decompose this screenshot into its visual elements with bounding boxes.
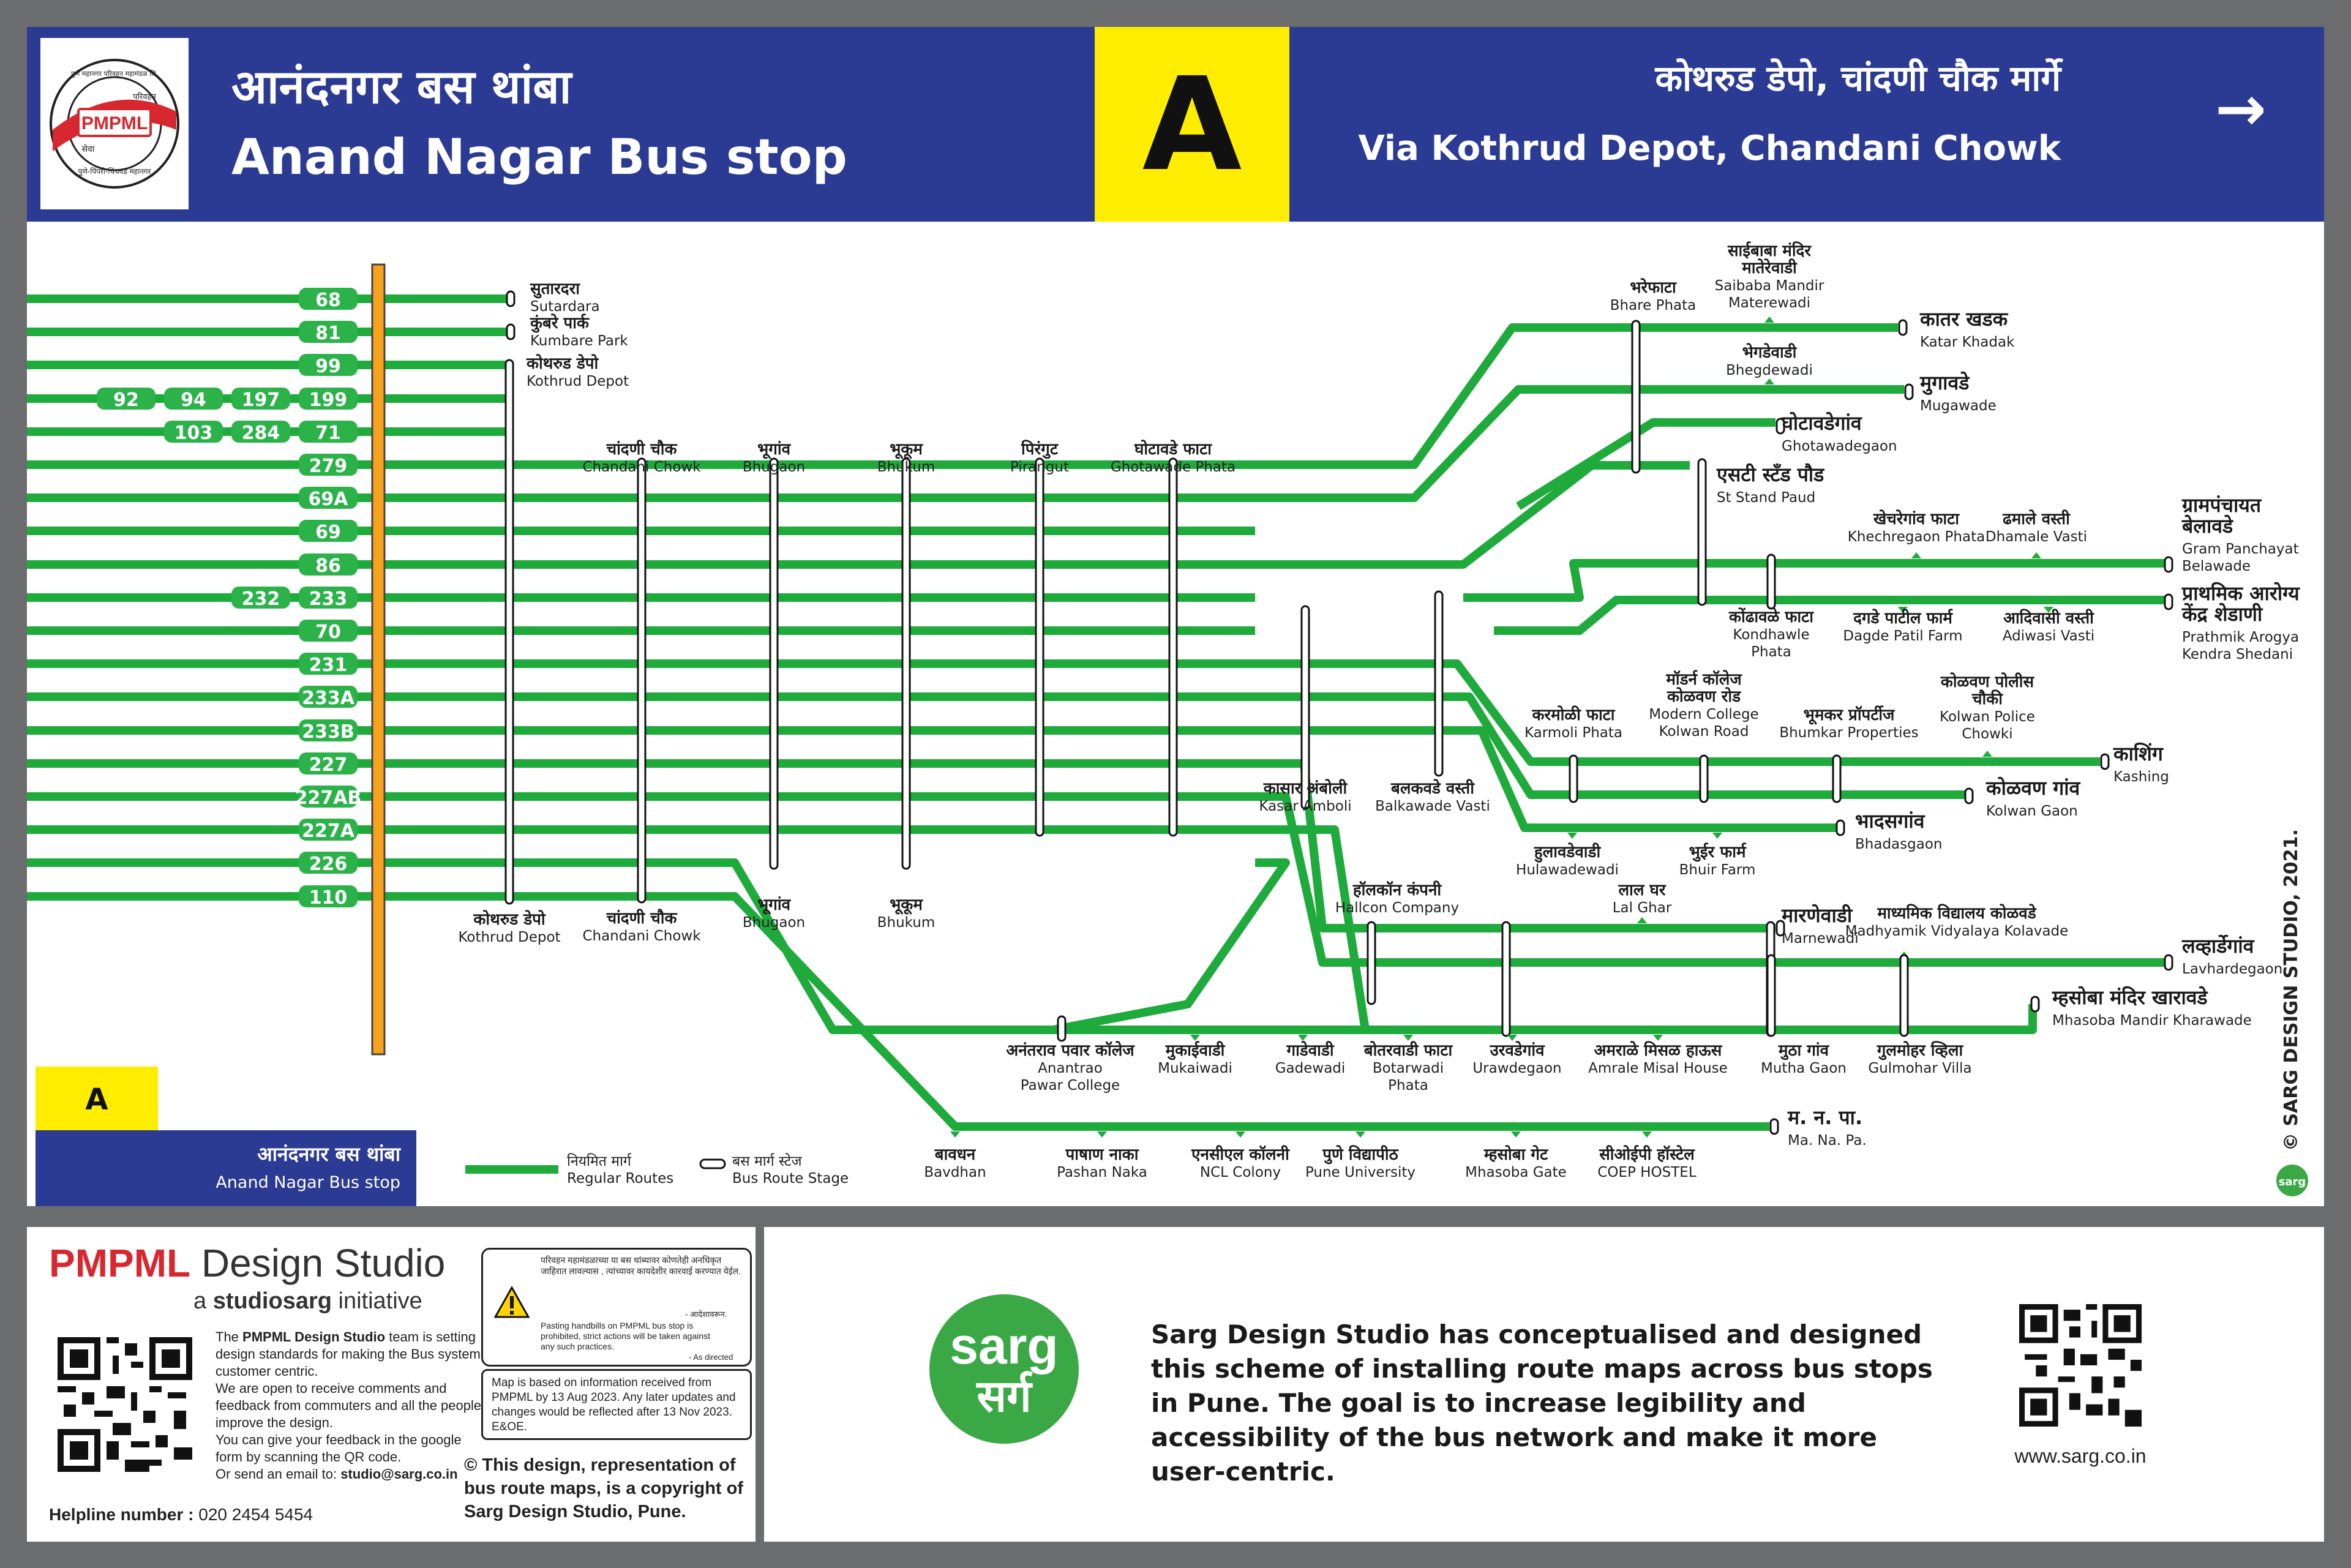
- route-number: 227AB: [294, 787, 362, 809]
- stop-label-ncl-en: NCL Colony: [1199, 1165, 1281, 1180]
- stop-label-ghotawadegaon: घोटावडेगांव: [1782, 411, 1862, 435]
- route-tag-69A[interactable]: [299, 487, 358, 510]
- balkawade-bar: [1435, 591, 1442, 776]
- stop-label-bhugaon: भूगांव: [757, 440, 791, 459]
- stop-label-bhukum-en: Bhukum: [877, 459, 936, 475]
- stop-label-mhasoba-mandir: म्हसोबा मंदिर खारावडे: [2052, 986, 2208, 1009]
- route-tag-197[interactable]: [231, 388, 290, 411]
- kolwan-police-marker: [1982, 751, 1992, 757]
- stop-label-bhugaon-en: Bhugaon: [742, 459, 806, 475]
- route-number: 232: [241, 588, 280, 610]
- stop-label-bhuir: भुईर फार्म: [1689, 843, 1746, 861]
- botarwadi-marker: [1403, 1035, 1413, 1041]
- here-label-box: [36, 1130, 416, 1206]
- saibaba-marker: [1764, 317, 1774, 323]
- stop-label-bhare-phata-en: Bhare Phata: [1610, 298, 1697, 313]
- ma-na-pa-end-cap: [1771, 1119, 1778, 1134]
- dhamale-marker: [2031, 552, 2041, 558]
- stop-label-dhamale: ढमाले वस्ती: [2003, 510, 2070, 528]
- stop-label-pune-uni: पुणे विद्यापीठ: [1322, 1146, 1398, 1164]
- legend-regular-en: Regular Routes: [567, 1171, 674, 1187]
- footer-left-panel: [27, 1227, 756, 1542]
- stop-label-kolwan-police-en: Chowki: [1962, 726, 2013, 742]
- stop-label-ghotawade-phata-en: Ghotawade Phata: [1110, 459, 1236, 475]
- stop-label-anantrao-en: Pawar College: [1020, 1078, 1120, 1093]
- route-number: 71: [315, 422, 341, 444]
- stop-label-kolwan-gaon-en: Kolwan Gaon: [1986, 803, 2078, 819]
- route-tag-232[interactable]: [231, 587, 290, 610]
- route-tag-233A[interactable]: [299, 686, 358, 709]
- route-tag-68[interactable]: [299, 288, 358, 311]
- route-tag-99[interactable]: [299, 354, 358, 377]
- here-label-mr: आनंदनगर बस थांबा: [257, 1142, 400, 1166]
- stop-label-adiwasi: आदिवासी वस्ती: [2003, 609, 2094, 628]
- lal-ghar-marker: [1637, 917, 1647, 923]
- studio-title: PMPML Design Studio: [49, 1241, 446, 1285]
- stop-label-bhumkar: भूमकर प्रॉपर्टीज: [1803, 706, 1895, 724]
- stop-label-gulmohar-en: Gulmohar Villa: [1868, 1060, 1972, 1076]
- route-number: 70: [315, 621, 341, 643]
- route-number: 199: [309, 389, 348, 411]
- route-number: 110: [309, 887, 348, 909]
- pune-uni-marker: [1355, 1131, 1365, 1138]
- stop-label-pirangut: पिरंगुट: [1021, 440, 1058, 459]
- bhadasgaon-end-cap: [1837, 820, 1844, 835]
- legend-regular-mr: नियमित मार्ग: [567, 1153, 631, 1169]
- route-number: 233A: [302, 688, 354, 709]
- stop-label-saibaba-en: Materewadi: [1728, 295, 1811, 311]
- kothrud-depot-bar: [506, 360, 513, 904]
- bhegdewadi-marker: [1764, 378, 1774, 384]
- stop-label-saibaba: मातेरेवाडी: [1742, 259, 1797, 277]
- stop-label-prathmik: केंद्र शेडाणी: [2182, 602, 2263, 626]
- stop-label-amrale: अमराळे मिसळ हाऊस: [1594, 1041, 1722, 1060]
- stop-label-sutardara-en: Sutardara: [530, 299, 600, 315]
- stop-label-kothrud-depot-en: Kothrud Depot: [527, 373, 629, 389]
- website-qr-code[interactable]: [2019, 1304, 2142, 1427]
- route-tag-284[interactable]: [231, 421, 290, 444]
- stop-label-kolwan-police: चौकी: [1972, 690, 2003, 708]
- stop-label-bhadasgaon: भादसगांव: [1855, 809, 1925, 833]
- stop-label-balkawade: बलकवडे वस्ती: [1391, 779, 1474, 798]
- via-text-en: Via Kothrud Depot, Chandani Chowk: [1358, 129, 2061, 168]
- stop-label-mhasoba-mandir-en: Mhasoba Mandir Kharawade: [2052, 1013, 2252, 1029]
- bhuir-marker: [1712, 833, 1722, 839]
- ncl-marker: [1235, 1131, 1245, 1138]
- bhugaon-stage-bar: [770, 459, 778, 869]
- current-stop-bar: [372, 264, 384, 1054]
- route-tag-231[interactable]: [299, 653, 358, 676]
- stop-label-pashan: पाषाण नाका: [1065, 1146, 1139, 1164]
- stop-label-karmoli-en: Karmoli Phata: [1524, 725, 1623, 741]
- stop-label-hallcon-en: Hallcon Company: [1335, 900, 1460, 916]
- anantrao-bar: [1058, 1016, 1065, 1041]
- stop-label-lal-ghar: लाल घर: [1618, 881, 1666, 899]
- legend-stage-en: Bus Route Stage: [732, 1171, 849, 1187]
- urawdegaon-marker: [1507, 1035, 1517, 1041]
- stop-label-modern-college-en: Kolwan Road: [1659, 724, 1749, 740]
- stop-label-lal-ghar-en: Lal Ghar: [1612, 900, 1672, 916]
- stop-label-marnewadi-en: Marnewadi: [1782, 931, 1859, 947]
- stop-label-pirangut-en: Pirangut: [1010, 459, 1070, 475]
- feedback-qr-code[interactable]: [58, 1337, 192, 1472]
- legend-stage-mr: बस मार्ग स्टेज: [732, 1153, 802, 1169]
- route-tag-86[interactable]: [299, 553, 358, 577]
- route-number: 233: [309, 588, 348, 610]
- route-tag-103[interactable]: [164, 421, 223, 444]
- helpline: Helpline number : 020 2454 5454: [49, 1505, 313, 1524]
- route-number: 81: [315, 323, 341, 344]
- stop-label-kasar-amboli: कासार अंबोली: [1263, 779, 1348, 798]
- stop-label-prathmik-en: Kendra Shedani: [2182, 647, 2293, 662]
- stop-label-urawdegaon-en: Urawdegaon: [1472, 1060, 1562, 1076]
- bhukum-stage-bar: [902, 459, 910, 869]
- sutardara-end-cap: [507, 291, 514, 306]
- stop-label-modern-college: कोळवण रोड: [1667, 688, 1741, 706]
- mugawade-end-cap: [1905, 384, 1913, 399]
- khechregaon-marker: [1911, 552, 1921, 558]
- route-tag-81[interactable]: [299, 321, 358, 344]
- stop-label-coep: सीओईपी हॉस्टेल: [1599, 1146, 1695, 1164]
- route-tag-69[interactable]: [299, 520, 358, 543]
- route-tag-227[interactable]: [299, 752, 358, 776]
- stop-label-mutha: मुठा गांव: [1778, 1041, 1829, 1060]
- modern-college-bar: [1700, 756, 1708, 802]
- route-number: 284: [241, 422, 280, 444]
- stop-label-st-stand-paud: एसटी स्टँड पौड: [1717, 463, 1824, 486]
- belawade-end-cap: [2165, 557, 2172, 572]
- stop-label-katar-khadak: कातर खडक: [1920, 307, 2008, 331]
- coep-marker: [1642, 1131, 1652, 1138]
- route-tag-199[interactable]: [299, 388, 358, 411]
- stop-label-gulmohar: गुलमोहर व्हिला: [1877, 1041, 1963, 1060]
- hulawadewadi-marker: [1567, 833, 1577, 839]
- stop-label-kasar-amboli-en: Kasar Amboli: [1259, 798, 1352, 814]
- stop-label-ncl: एनसीएल कॉलनी: [1191, 1146, 1289, 1164]
- svg-text:पुणे-पिंपरी-चिंचवड महानगर: पुणे-पिंपरी-चिंचवड महानगर: [78, 167, 151, 176]
- ghotawade-phata-stage-bar: [1169, 459, 1177, 836]
- stop-label-hulawadewadi-en: Hulawadewadi: [1516, 862, 1619, 878]
- route-number: 226: [309, 853, 348, 875]
- hallcon-bar: [1368, 922, 1375, 1004]
- route-number: 233B: [302, 721, 354, 743]
- stop-label-kashing-en: Kashing: [2113, 769, 2169, 785]
- warning-notice: परिवहन महामंडळाच्या या बस थांब्यावर कोणतेही अनधिकृत जाहिरात लावल्यास , त्यांच्यावर कायदेशीर कारवाई करण्यात येईल. - आदेशावरून. Pasting handbills on PMPML bus stop is prohibited, strict actions will be taken against any such practices. - As directed: [481, 1248, 752, 1367]
- kasar-amboli-bar: [1302, 606, 1309, 809]
- via-text-mr: कोथरुड डेपो, चांदणी चौक मार्गे: [1655, 58, 2061, 99]
- about-text: The PMPML Design Studio team is setting design standards for making the Bus system customer centric. We are open to receive comments and feedback from commuters and all the people improve the design. You can give your feedback in the google form by scanning the QR code. Or send an email to: studio@sarg.co.in: [216, 1329, 482, 1482]
- stop-label-mugawade: मुगावडे: [1920, 371, 1970, 394]
- stop-label-chandani-chowk-en: Chandani Chowk: [582, 928, 701, 944]
- stop-label-dagde: दगडे पाटील फार्म: [1853, 609, 1952, 628]
- stop-label-anantrao: अनंतराव पवार कॉलेज: [1006, 1041, 1134, 1060]
- stop-label-hulawadewadi: हुलावडेवाडी: [1534, 843, 1601, 861]
- stop-label-kolwan-police: कोळवण पोलीस: [1940, 673, 2034, 691]
- route-tag-71[interactable]: [299, 421, 358, 444]
- stop-label-prathmik-en: Prathmik Arogya: [2182, 629, 2300, 645]
- stop-label-bhare-phata: भरेफाटा: [1630, 279, 1676, 297]
- route-number: 94: [181, 389, 206, 411]
- stop-label-ghotawade-phata: घोटावडे फाटा: [1134, 440, 1212, 459]
- stop-label-madhyamik: माध्यमिक विद्यालय कोळवडे: [1877, 904, 2036, 923]
- stop-label-kumbare: कुंबरे पार्क: [530, 314, 589, 332]
- stop-label-gadewadi: गाडेवाडी: [1286, 1041, 1334, 1060]
- route-number: 197: [241, 389, 280, 411]
- katar-khadak-end-cap: [1899, 320, 1907, 335]
- stop-label-kondhawle: कोंढावळे फाटा: [1729, 608, 1813, 626]
- kondhawle-bar: [1768, 555, 1775, 609]
- bavdhan-marker: [950, 1131, 960, 1138]
- stop-label-sutardara: सुतारदरा: [530, 280, 580, 298]
- st-stand-paud-bar: [1698, 459, 1706, 605]
- stop-label-bhadasgaon-en: Bhadasgaon: [1855, 836, 1943, 852]
- stop-label-lavhardegaon-en: Lavhardegaon: [2182, 961, 2283, 977]
- stop-label-balkawade-en: Balkawade Vasti: [1375, 798, 1490, 814]
- stop-label-kolwan-police-en: Kolwan Police: [1940, 709, 2035, 725]
- legend-stage-swatch: [700, 1160, 725, 1168]
- pashan-marker: [1097, 1131, 1107, 1138]
- footer-right-panel: [764, 1227, 2324, 1542]
- here-label-en: Anand Nagar Bus stop: [216, 1173, 400, 1192]
- route-number: 227: [309, 754, 348, 776]
- stop-label-karmoli: करमोळी फाटा: [1532, 706, 1615, 724]
- stop-label-bhegdewadi: भेगडेवाडी: [1742, 343, 1797, 362]
- stop-label-belawade-en: Belawade: [2182, 558, 2251, 574]
- stop-label-modern-college: मॉडर्न कॉलेज: [1666, 670, 1742, 689]
- stop-label-kothrud-depot: कोथरुड डेपो: [473, 910, 546, 929]
- svg-text:सेवा: सेवा: [81, 144, 95, 154]
- side-copyright: © SARG DESIGN STUDIO, 2021.: [2281, 829, 2302, 1151]
- stop-label-mutha-en: Mutha Gaon: [1761, 1060, 1847, 1076]
- stop-label-kashing: काशिंग: [2113, 742, 2163, 765]
- logo-text: PMPML: [81, 113, 148, 133]
- route-number: 69A: [308, 489, 348, 510]
- stop-label-madhyamik-en: Madhyamik Vidyalaya Kolavade: [1845, 923, 2069, 939]
- stop-label-chandani-chowk: चांदणी चौक: [606, 909, 677, 928]
- kolwan-gaon-end-cap: [1965, 789, 1973, 803]
- bhare-phata-stage-bar: [1632, 321, 1640, 473]
- route-number: 227A: [302, 820, 354, 842]
- stop-label-modern-college-en: Modern College: [1649, 707, 1759, 722]
- stop-label-marnewadi: मारणेवाडी: [1782, 904, 1853, 927]
- stop-label-belawade: बेलावडे: [2182, 514, 2233, 538]
- stop-label-chandani-chowk: चांदणी चौक: [606, 440, 677, 459]
- stop-label-dagde-en: Dagde Patil Farm: [1843, 628, 1963, 644]
- route-number: 99: [315, 356, 341, 377]
- sarg-logo: sarg सर्ग: [929, 1294, 1079, 1444]
- chandani-chowk-stage-bar: [638, 459, 645, 902]
- stop-label-dhamale-en: Dhamale Vasti: [1985, 529, 2088, 545]
- stop-label-katar-khadak-en: Katar Khadak: [1920, 334, 2015, 350]
- mhasoba-gate-marker: [1511, 1131, 1521, 1138]
- urawde-bar: [1502, 922, 1510, 1036]
- route-number: 279: [309, 456, 348, 477]
- stop-label-bhugaon-en: Bhugaon: [742, 915, 806, 931]
- amrale-marker: [1653, 1035, 1663, 1041]
- stop-label-bhukum: भूकूम: [890, 440, 923, 459]
- route-tag-233[interactable]: [299, 587, 358, 610]
- stop-label-gadewadi-en: Gadewadi: [1275, 1060, 1346, 1076]
- stop-label-mhasoba-gate: म्हसोबा गेट: [1483, 1146, 1548, 1164]
- stop-label-bhumkar-en: Bhumkar Properties: [1779, 725, 1919, 741]
- route-line-lower-trunk: [729, 863, 1837, 1030]
- stop-label-kondhawle-en: Phata: [1751, 644, 1791, 660]
- warning-icon: [494, 1286, 530, 1318]
- route-tag-227AB[interactable]: [295, 786, 362, 809]
- route-tag-110[interactable]: [299, 885, 358, 909]
- stop-label-ma-na-pa-en: Ma. Na. Pa.: [1788, 1133, 1867, 1149]
- pirangut-stage-bar: [1036, 459, 1043, 836]
- direction-arrow-icon: →: [2215, 73, 2267, 144]
- route-tag-92[interactable]: [97, 388, 156, 411]
- route-tag-94[interactable]: [164, 388, 223, 411]
- route-letter-badge: A: [1095, 27, 1289, 222]
- stop-label-mhasoba-gate-en: Mhasoba Gate: [1465, 1165, 1567, 1180]
- route-tag-226[interactable]: [299, 852, 358, 875]
- stop-label-kolwan-gaon: कोळवण गांव: [1986, 776, 2080, 800]
- stop-name-en: Anand Nagar Bus stop: [231, 129, 847, 186]
- mukaiwadi-marker: [1190, 1035, 1200, 1041]
- stop-label-belawade: ग्रामपंचायत: [2182, 493, 2262, 517]
- kumbare-end-cap: [507, 324, 514, 339]
- stop-label-mukaiwadi: मुकाईवाडी: [1165, 1041, 1225, 1060]
- bhumkar-bar: [1833, 756, 1840, 802]
- mhasoba-mandir-end-cap: [2031, 997, 2039, 1011]
- stop-label-coep-en: COEP HOSTEL: [1597, 1165, 1697, 1180]
- route-number: 86: [315, 555, 341, 577]
- stop-label-botarwadi-en: Phata: [1388, 1078, 1428, 1093]
- svg-text:परिवहन: परिवहन: [133, 92, 156, 102]
- route-tag-279[interactable]: [299, 454, 358, 477]
- stop-label-bhegdewadi-en: Bhegdewadi: [1726, 362, 1813, 378]
- route-number: 103: [174, 422, 213, 444]
- route-number: 69: [315, 522, 341, 543]
- stop-name-mr: आनंदनगर बस थांबा: [231, 59, 572, 114]
- route-line-belawade: [1463, 563, 2167, 598]
- stop-label-bavdhan-en: Bavdhan: [924, 1165, 986, 1180]
- route-tag-70[interactable]: [299, 620, 358, 643]
- stop-label-hallcon: हॉलकॉन कंपनी: [1352, 881, 1442, 899]
- route-line-mukaiwadi-link: [1053, 863, 1286, 1030]
- stop-label-ma-na-pa: म. न. पा.: [1788, 1106, 1863, 1129]
- stop-label-ghotawadegaon-en: Ghotawadegaon: [1782, 438, 1897, 454]
- stop-label-st-stand-paud-en: St Stand Paud: [1717, 490, 1816, 506]
- map-info-notice: Map is based on information received from PMPML by 13 Aug 2023. Any later updates and changes would be reflected after 13 Nov 2023. E&OE.: [481, 1369, 752, 1440]
- stop-label-khechregaon: खेचरेगांव फाटा: [1873, 510, 1959, 528]
- route-map: [27, 222, 2324, 1206]
- pmpml-logo: [40, 38, 189, 209]
- stop-label-bhukum-en: Bhukum: [877, 915, 936, 931]
- stop-label-khechregaon-en: Khechregaon Phata: [1847, 529, 1985, 545]
- stop-label-bhuir-en: Bhuir Farm: [1679, 862, 1756, 878]
- stop-label-bavdhan: बावधन: [934, 1146, 976, 1164]
- stop-label-amrale-en: Amrale Misal House: [1588, 1060, 1728, 1076]
- sarg-description: Sarg Design Studio has conceptualised and designed this scheme of installing route maps across bus stops in Pune. The goal is to increase legibility and accessibility of the bus network and make it more user-centric.: [1151, 1319, 1933, 1487]
- stop-label-pashan-en: Pashan Naka: [1057, 1165, 1147, 1180]
- stop-label-saibaba: साईबाबा मंदिर: [1727, 242, 1812, 260]
- route-number: 231: [309, 655, 348, 676]
- gadewadi-marker: [1298, 1035, 1308, 1041]
- stop-label-belawade-en: Gram Panchayat: [2182, 541, 2299, 557]
- stop-label-pune-uni-en: Pune University: [1305, 1165, 1416, 1180]
- shedani-end-cap: [2165, 595, 2172, 609]
- stop-label-anantrao-en: Anantrao: [1038, 1060, 1103, 1076]
- stop-label-prathmik: प्राथमिक आरोग्य: [2182, 582, 2300, 605]
- stop-label-bhugaon: भूगांव: [757, 896, 791, 914]
- route-line-paud: [1255, 465, 1690, 565]
- stop-label-kumbare-en: Kumbare Park: [530, 333, 628, 349]
- email-link[interactable]: studio@sarg.co.in: [340, 1466, 458, 1482]
- gulmohar-bar: [1900, 955, 1908, 1036]
- svg-text:पुणे महानगर परिवहन महामंडळ लि.: पुणे महानगर परिवहन महामंडळ लि.: [71, 70, 158, 78]
- stop-label-saibaba-en: Saibaba Mandir: [1714, 278, 1824, 294]
- route-number: 68: [315, 290, 341, 311]
- stop-label-bhukum: भूकूम: [890, 896, 923, 914]
- stop-label-adiwasi-en: Adiwasi Vasti: [2002, 628, 2095, 644]
- website-link[interactable]: www.sarg.co.in: [2014, 1445, 2147, 1467]
- stop-label-kothrud-depot: कोथरुड डेपो: [527, 354, 599, 373]
- stop-label-kondhawle-en: Kondhawle: [1733, 627, 1810, 643]
- stop-label-mugawade-en: Mugawade: [1920, 398, 1997, 414]
- kashing-end-cap: [2101, 754, 2109, 769]
- side-sarg-logo-text: sarg: [2278, 1176, 2306, 1188]
- copyright-text: © This design, representation of bus route maps, is a copyright of Sarg Design Studio, Pune.: [464, 1455, 744, 1521]
- stop-label-botarwadi-en: Botarwadi: [1372, 1060, 1444, 1076]
- karmoli-bar: [1570, 756, 1577, 802]
- stop-label-chandani-chowk-en: Chandani Chowk: [582, 459, 701, 475]
- stop-label-lavhardegaon: लव्हार्डेगांव: [2182, 934, 2254, 958]
- here-badge-letter: A: [85, 1082, 108, 1117]
- route-number: 92: [113, 389, 139, 411]
- route-tag-233B[interactable]: [299, 719, 358, 743]
- stop-label-kothrud-depot-en: Kothrud Depot: [458, 929, 561, 945]
- route-tag-227A[interactable]: [299, 819, 358, 842]
- stop-label-botarwadi: बोतरवाडी फाटा: [1363, 1041, 1453, 1060]
- initiative-text: a studiosarg initiative: [193, 1288, 422, 1314]
- stop-label-urawdegaon: उरवडेगांव: [1490, 1041, 1545, 1060]
- mutha-bar: [1768, 955, 1775, 1036]
- lavharde-end-cap: [2165, 955, 2172, 970]
- stop-label-mukaiwadi-en: Mukaiwadi: [1158, 1060, 1232, 1076]
